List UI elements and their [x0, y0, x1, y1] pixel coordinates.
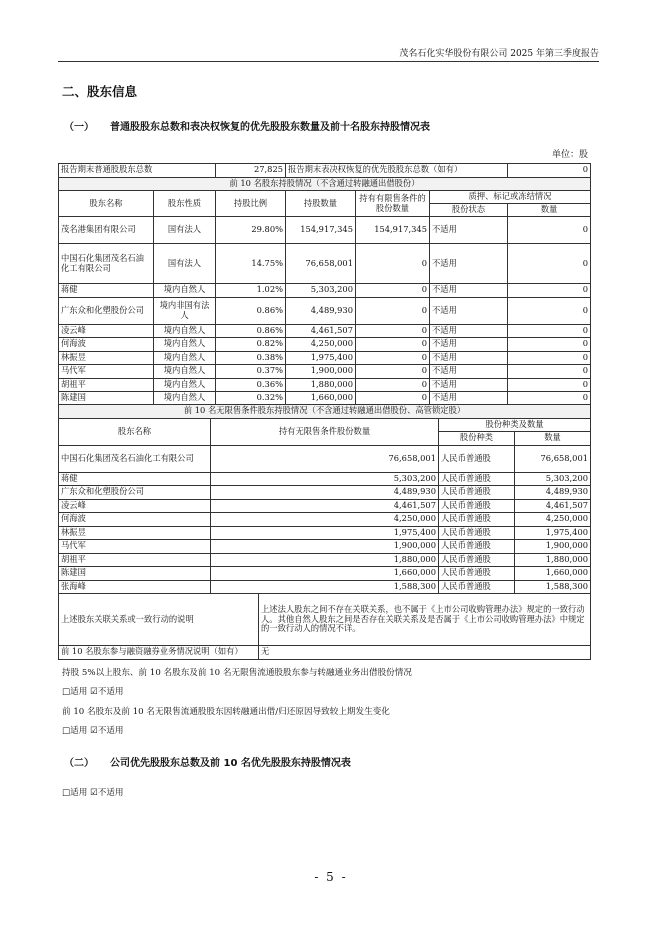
- unrestricted-shareholders-table: [58, 404, 591, 660]
- u-col-group-header: 股份种类及数量: [439, 418, 591, 432]
- table-row: [59, 392, 591, 406]
- holder-name: 林振昱: [59, 351, 154, 365]
- margin-value: 无: [259, 646, 591, 660]
- top10-rows: [59, 217, 591, 406]
- u-holder-qty: 76,658,001: [211, 445, 439, 472]
- running-header: 茂名石化实华股份有限公司 2025 年第三季度报告: [399, 49, 599, 59]
- pref-holders-label: 报告期末表决权恢复的优先股股东总数（如有）: [286, 164, 508, 178]
- u-holder-count: 1,900,000: [515, 540, 591, 554]
- holder-name: 茂名港集团有限公司: [59, 217, 154, 244]
- u-holder-qty: 4,461,507: [211, 499, 439, 513]
- table-row: [59, 284, 591, 298]
- holder-status: 不适用: [430, 297, 508, 324]
- section-title: 二、股东信息: [62, 84, 138, 99]
- subsection-1-number: （一）: [64, 122, 94, 133]
- holder-status: 不适用: [430, 365, 508, 379]
- holder-restricted: 0: [356, 284, 430, 298]
- holder-ratio: 0.32%: [216, 392, 286, 406]
- table-row: [59, 244, 591, 284]
- table-row: [59, 580, 591, 594]
- lending-options: □适用 ☑不适用: [62, 687, 124, 697]
- unrestricted-band: 前 10 名无限售条件股东持股情况（不含通过转融通出借股份、高管锁定股）: [59, 405, 591, 419]
- holder-status: 不适用: [430, 244, 508, 284]
- holder-name: 马代军: [59, 365, 154, 379]
- col-qty-header: 持股数量: [286, 191, 356, 217]
- col-nature-header: 股东性质: [154, 191, 216, 217]
- holder-nature: 境内非国有法人: [154, 297, 216, 324]
- holder-status: 不适用: [430, 284, 508, 298]
- holder-nature: 国有法人: [154, 244, 216, 284]
- u-holder-kind: 人民币普通股: [439, 526, 515, 540]
- holder-restricted: 0: [356, 392, 430, 406]
- u-holder-count: 1,975,400: [515, 526, 591, 540]
- u-holder-name: 胡祖平: [59, 553, 211, 567]
- u-holder-kind: 人民币普通股: [439, 445, 515, 472]
- u-col-name-header: 股东名称: [59, 418, 211, 445]
- holder-ratio: 1.02%: [216, 284, 286, 298]
- holder-ratio: 0.86%: [216, 297, 286, 324]
- table-row: [59, 472, 591, 486]
- holder-count: 0: [508, 338, 591, 352]
- u-holder-kind: 人民币普通股: [439, 580, 515, 594]
- subsection-2-title: [64, 754, 351, 769]
- u-holder-kind: 人民币普通股: [439, 499, 515, 513]
- subsection-2-number: （二）: [64, 758, 94, 769]
- u-holder-name: 凌云峰: [59, 499, 211, 513]
- u-holder-name: 蒋健: [59, 472, 211, 486]
- holder-qty: 4,489,930: [286, 297, 356, 324]
- holder-count: 0: [508, 217, 591, 244]
- common-holders-label: 报告期末普通股股东总数: [59, 164, 216, 178]
- holder-ratio: 0.37%: [216, 365, 286, 379]
- holder-nature: 境内自然人: [154, 351, 216, 365]
- table-row: [59, 540, 591, 554]
- holder-name: 广东众和化塑股份公司: [59, 297, 154, 324]
- holder-qty: 1,880,000: [286, 378, 356, 392]
- u-holder-kind: 人民币普通股: [439, 513, 515, 527]
- u-holder-qty: 1,900,000: [211, 540, 439, 554]
- holder-ratio: 14.75%: [216, 244, 286, 284]
- holder-status: 不适用: [430, 217, 508, 244]
- related-label: 上述股东关联关系或一致行动的说明: [59, 594, 259, 646]
- change-options: □适用 ☑不适用: [62, 726, 124, 736]
- holder-ratio: 0.38%: [216, 351, 286, 365]
- holder-count: 0: [508, 392, 591, 406]
- table-row: [59, 486, 591, 500]
- u-holder-qty: 1,588,300: [211, 580, 439, 594]
- margin-label: 前 10 名股东参与融资融券业务情况说明（如有）: [59, 646, 259, 660]
- holder-nature: 境内自然人: [154, 284, 216, 298]
- holder-ratio: 0.86%: [216, 324, 286, 338]
- table-row: [59, 338, 591, 352]
- holder-count: 0: [508, 365, 591, 379]
- u-holder-name: 马代军: [59, 540, 211, 554]
- u-holder-qty: 4,250,000: [211, 513, 439, 527]
- holder-nature: 境内自然人: [154, 324, 216, 338]
- top10-band: 前 10 名股东持股情况（不含通过转融通出借股份）: [59, 177, 591, 191]
- holder-count: 0: [508, 284, 591, 298]
- holder-status: 不适用: [430, 338, 508, 352]
- holder-nature: 境内自然人: [154, 365, 216, 379]
- u-holder-kind: 人民币普通股: [439, 472, 515, 486]
- subsection-2-text: 公司优先股股东总数及前 10 名优先股股东持股情况表: [110, 758, 351, 769]
- u-holder-kind: 人民币普通股: [439, 567, 515, 581]
- table-row: [59, 217, 591, 244]
- u-holder-kind: 人民币普通股: [439, 540, 515, 554]
- table-row: [59, 297, 591, 324]
- related-text: 上述法人股东之间不存在关联关系，也不属于《上市公司收购管理办法》规定的一致行动人。其他自然人股东之间是否存在关联关系及是否属于《上市公司收购管理办法》中规定的一致行动人的情况不详。: [259, 594, 591, 646]
- u-holder-name: 陈建国: [59, 567, 211, 581]
- u-col-count-header: 数量: [515, 432, 591, 446]
- u-holder-count: 4,461,507: [515, 499, 591, 513]
- holder-ratio: 0.82%: [216, 338, 286, 352]
- holder-name: 何海波: [59, 338, 154, 352]
- holder-qty: 4,461,507: [286, 324, 356, 338]
- u-holder-count: 4,250,000: [515, 513, 591, 527]
- col-count-header: 数量: [508, 204, 591, 217]
- u-holder-name: 广东众和化塑股份公司: [59, 486, 211, 500]
- holder-restricted: 0: [356, 297, 430, 324]
- subsection-1-text: 普通股股东总数和表决权恢复的优先股股东数量及前十名股东持股情况表: [110, 122, 430, 133]
- holder-qty: 1,900,000: [286, 365, 356, 379]
- holder-restricted: 0: [356, 324, 430, 338]
- holder-qty: 4,250,000: [286, 338, 356, 352]
- holder-name: 蒋健: [59, 284, 154, 298]
- lending-title: 持股 5%以上股东、前 10 名股东及前 10 名无限售流通股股东参与转融通业务出借股份情况: [62, 668, 412, 678]
- holder-restricted: 154,917,345: [356, 217, 430, 244]
- holder-restricted: 0: [356, 244, 430, 284]
- table-row: [59, 513, 591, 527]
- holder-restricted: 0: [356, 338, 430, 352]
- summary-row: [59, 164, 591, 178]
- pref-options: □适用 ☑不适用: [62, 788, 124, 798]
- unit-label: 单位：股: [551, 150, 588, 160]
- holder-name: 凌云峰: [59, 324, 154, 338]
- u-holder-name: 何海波: [59, 513, 211, 527]
- holder-nature: 境内自然人: [154, 378, 216, 392]
- top10-shareholders-table: [58, 163, 591, 406]
- u-holder-qty: 4,489,930: [211, 486, 439, 500]
- u-col-qty-header: 持有无限售条件股份数量: [211, 418, 439, 445]
- col-name-header: 股东名称: [59, 191, 154, 217]
- u-holder-count: 76,658,001: [515, 445, 591, 472]
- subsection-1-title: [64, 118, 430, 133]
- u-holder-name: 张海峰: [59, 580, 211, 594]
- u-holder-name: 中国石化集团茂名石油化工有限公司: [59, 445, 211, 472]
- col-restricted-header: 持有有限售条件的股份数量: [356, 191, 430, 217]
- table-row: [59, 351, 591, 365]
- pref-holders-value: 0: [508, 164, 591, 178]
- holder-restricted: 0: [356, 365, 430, 379]
- holder-qty: 154,917,345: [286, 217, 356, 244]
- holder-count: 0: [508, 297, 591, 324]
- holder-name: 胡祖平: [59, 378, 154, 392]
- table-row: [59, 499, 591, 513]
- holder-qty: 76,658,001: [286, 244, 356, 284]
- u-holder-kind: 人民币普通股: [439, 553, 515, 567]
- u-holder-qty: 5,303,200: [211, 472, 439, 486]
- common-holders-value: 27,825: [216, 164, 286, 178]
- u-holder-name: 林振昱: [59, 526, 211, 540]
- table-row: [59, 445, 591, 472]
- table-row: [59, 567, 591, 581]
- holder-count: 0: [508, 351, 591, 365]
- holder-nature: 境内自然人: [154, 392, 216, 406]
- table-row: [59, 378, 591, 392]
- holder-ratio: 29.80%: [216, 217, 286, 244]
- col-pledge-header: 质押、标记或冻结情况: [430, 191, 591, 204]
- page-number: - 5 -: [314, 870, 348, 884]
- table-row: [59, 553, 591, 567]
- holder-qty: 5,303,200: [286, 284, 356, 298]
- col-status-header: 股份状态: [430, 204, 508, 217]
- holder-ratio: 0.36%: [216, 378, 286, 392]
- holder-count: 0: [508, 244, 591, 284]
- u-holder-qty: 1,660,000: [211, 567, 439, 581]
- col-ratio-header: 持股比例: [216, 191, 286, 217]
- u-holder-count: 1,588,300: [515, 580, 591, 594]
- holder-restricted: 0: [356, 378, 430, 392]
- table-row: [59, 526, 591, 540]
- table-row: [59, 365, 591, 379]
- holder-status: 不适用: [430, 378, 508, 392]
- holder-name: 陈建国: [59, 392, 154, 406]
- holder-qty: 1,975,400: [286, 351, 356, 365]
- table-row: [59, 324, 591, 338]
- change-title: 前 10 名股东及前 10 名无限售流通股股东因转融通出借/归还原因导致较上期发生变化: [62, 707, 390, 717]
- holder-restricted: 0: [356, 351, 430, 365]
- u-holder-count: 4,489,930: [515, 486, 591, 500]
- u-holder-qty: 1,975,400: [211, 526, 439, 540]
- holder-count: 0: [508, 324, 591, 338]
- header-rule: [58, 61, 599, 62]
- holder-status: 不适用: [430, 324, 508, 338]
- u-holder-count: 1,880,000: [515, 553, 591, 567]
- holder-nature: 国有法人: [154, 217, 216, 244]
- u-holder-kind: 人民币普通股: [439, 486, 515, 500]
- u-holder-count: 1,660,000: [515, 567, 591, 581]
- u-holder-qty: 1,880,000: [211, 553, 439, 567]
- holder-count: 0: [508, 378, 591, 392]
- u-holder-count: 5,303,200: [515, 472, 591, 486]
- holder-nature: 境内自然人: [154, 338, 216, 352]
- holder-status: 不适用: [430, 392, 508, 406]
- u-col-kind-header: 股份种类: [439, 432, 515, 446]
- holder-qty: 1,660,000: [286, 392, 356, 406]
- holder-status: 不适用: [430, 351, 508, 365]
- holder-name: 中国石化集团茂名石油化工有限公司: [59, 244, 154, 284]
